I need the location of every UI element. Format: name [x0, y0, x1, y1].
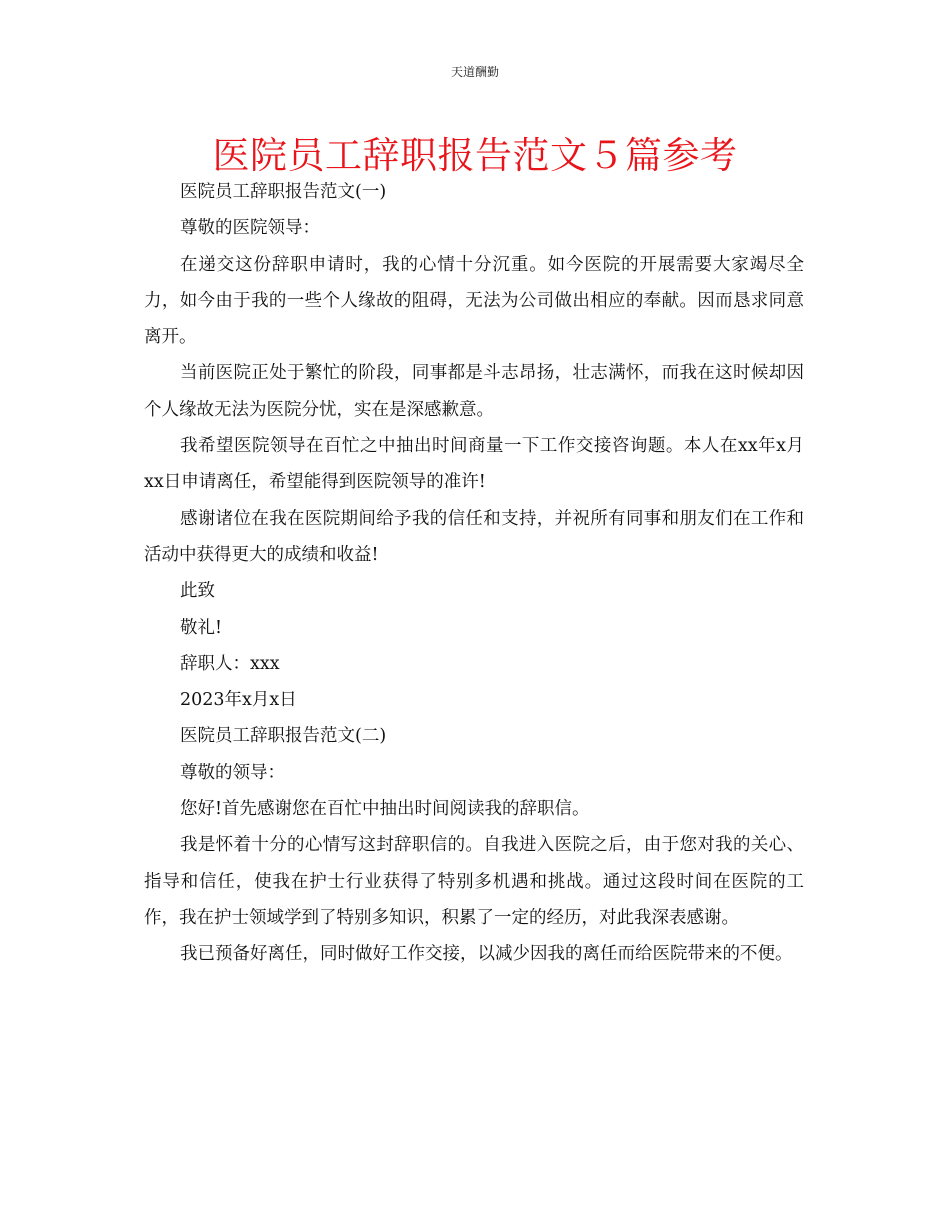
page-header: 天道酬勤: [450, 65, 499, 79]
salutation-1: 尊敬的医院领导：: [180, 218, 320, 239]
document-title: 医院员工辞职报告范文５篇参考: [212, 134, 738, 177]
closing-regards: 敬礼!: [180, 617, 223, 638]
date-line: 2023年x月x日: [180, 690, 297, 711]
document-body: [144, 174, 804, 973]
closing-line: 此致: [180, 581, 215, 602]
paragraph: 您好!首先感谢您在百忙中抽出时间阅读我的辞职信。: [180, 799, 590, 820]
paragraph: 在递交这份辞职申请时，我的心情十分沉重。如今医院的开展需要大家竭尽全力，如今由于我的一些个人缘故的阻碍，无法为公司做出相应的奉献。因而恳求同意离开。: [144, 254, 804, 348]
section-heading-1: 医院员工辞职报告范文(一): [180, 182, 387, 202]
salutation-2: 尊敬的领导：: [180, 762, 285, 783]
paragraph: 我希望医院领导在百忙之中抽出时间商量一下工作交接咨询题。本人在xx年x月xx日申请离任，希望能得到医院领导的准许!: [144, 436, 804, 493]
paragraph: 当前医院正处于繁忙的阶段，同事都是斗志昂扬，壮志满怀，而我在这时候却因个人缘故无法为医院分忧，实在是深感歉意。: [144, 363, 804, 420]
signature: 辞职人：xxx: [180, 653, 280, 674]
paragraph: 我已预备好离任，同时做好工作交接，以减少因我的离任而给医院带来的不便。: [180, 944, 793, 965]
section-heading-2: 医院员工辞职报告范文(二): [180, 726, 387, 747]
paragraph: 我是怀着十分的心情写这封辞职信的。自我进入医院之后，由于您对我的关心、指导和信任，使我在护士行业获得了特别多机遇和挑战。通过这段时间在医院的工作，我在护士领域学到了特别多知识，积累了一定的经历，对此我深表感谢。: [144, 835, 804, 928]
paragraph: 感谢诸位在我在医院期间给予我的信任和支持，并祝所有同事和朋友们在工作和活动中获得更大的成绩和收益!: [144, 508, 804, 565]
